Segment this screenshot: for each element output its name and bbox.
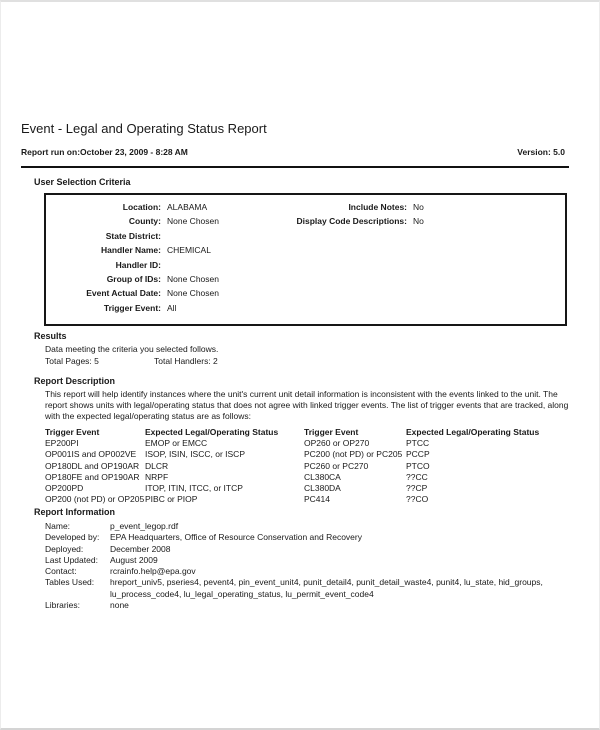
table-cell: CL380CA — [304, 471, 341, 482]
field-value: CHEMICAL — [167, 245, 211, 256]
table-cell: CL380DA — [304, 483, 341, 494]
report-information-heading: Report Information — [34, 507, 115, 517]
field-label: Deployed: — [45, 543, 84, 554]
total-pages: Total Pages: 5 — [45, 356, 99, 366]
info-row-libraries — [45, 600, 567, 611]
criteria-heading: User Selection Criteria — [34, 177, 131, 187]
field-value: none — [110, 600, 129, 611]
column-header: Expected Legal/Operating Status — [406, 427, 540, 437]
column-header: Trigger Event — [304, 427, 359, 437]
field-value: December 2008 — [110, 543, 171, 554]
criteria-row-state-district — [46, 229, 376, 243]
trigger-event-table — [45, 427, 567, 505]
field-label: Trigger Event: — [103, 302, 161, 313]
table-cell: PTCC — [406, 438, 430, 449]
info-row-developed-by — [45, 532, 567, 543]
table-cell: PC414 — [304, 494, 330, 505]
field-label: Handler ID: — [115, 259, 161, 270]
description-paragraph: This report will help identify instances where the unit's current unit detail information is inconsistent with the events linked to the unit. The report shows units with legal/operating status that does not agree with linked trigger events. The list of trigger events that are tracked, along with the expected legal/operating status are as follows: — [45, 389, 569, 421]
table-cell: OP180FE and OP190AR — [45, 471, 140, 482]
column-header: Trigger Event — [45, 427, 100, 437]
field-value: ALABAMA — [167, 202, 208, 212]
field-value: hreport_univ5, pseries4, pevent4, pin_event_unit4, punit_detail4, punit_detail_waste4, punit4, lu_state, hid_groups, lu_process_code4, lu_legal_operating_status, lu_permit_event_code4 — [110, 577, 543, 599]
table-cell: DLCR — [145, 460, 169, 471]
table-cell: PTCO — [406, 460, 430, 471]
field-label: Include Notes: — [348, 202, 407, 212]
criteria-row-handler-id — [46, 258, 376, 272]
results-totals — [45, 356, 218, 366]
criteria-row-group-of-ids — [46, 272, 376, 286]
results-summary: Data meeting the criteria you selected follows. — [45, 344, 219, 354]
info-row-last-updated — [45, 555, 567, 566]
table-cell: OP260 or OP270 — [304, 438, 370, 449]
criteria-row-display-code-descriptions — [196, 214, 566, 228]
total-handlers: Total Handlers: 2 — [154, 356, 218, 366]
header-divider — [21, 166, 569, 168]
table-cell: PC200 (not PD) or PC205 — [304, 449, 403, 460]
field-label: Location: — [122, 202, 161, 212]
field-label: Last Updated: — [45, 554, 98, 565]
table-cell: NRPF — [145, 471, 169, 482]
table-cell: OP180DL and OP190AR — [45, 460, 140, 471]
criteria-row-include-notes — [196, 200, 566, 214]
report-version: Version: 5.0 — [517, 147, 565, 157]
field-value: No — [413, 216, 424, 227]
field-value: rcrainfo.help@epa.gov — [110, 566, 196, 577]
table-cell: ??CO — [406, 494, 429, 505]
field-label: Handler Name: — [101, 245, 161, 256]
info-row-deployed — [45, 544, 567, 555]
field-label: State District: — [105, 230, 161, 241]
field-value: All — [167, 302, 177, 313]
table-cell: OP001IS and OP002VE — [45, 449, 137, 460]
field-label: County: — [128, 216, 161, 227]
field-value: August 2009 — [110, 554, 158, 565]
page-title: Event - Legal and Operating Status Report — [21, 121, 267, 136]
field-label: Tables Used: — [45, 577, 95, 588]
field-value: p_event_legop.rdf — [110, 521, 179, 531]
field-value: None Chosen — [167, 216, 219, 227]
table-cell: ISOP, ISIN, ISCC, or ISCP — [145, 449, 245, 460]
field-value: None Chosen — [167, 288, 219, 299]
results-heading: Results — [34, 331, 67, 341]
description-heading: Report Description — [34, 376, 116, 386]
criteria-right-column — [196, 200, 566, 229]
table-cell: OP200 (not PD) or OP205 — [45, 494, 145, 505]
criteria-row-handler-name — [46, 243, 376, 257]
table-cell: ITOP, ITIN, ITCC, or ITCP — [145, 483, 243, 494]
field-value: No — [413, 202, 424, 212]
field-label: Event Actual Date: — [86, 288, 161, 299]
field-label: Display Code Descriptions: — [296, 216, 407, 227]
field-value: None Chosen — [167, 274, 219, 285]
table-cell: ??CC — [406, 471, 428, 482]
criteria-row-trigger-event — [46, 301, 376, 315]
info-row-contact — [45, 566, 567, 577]
table-cell: EP200PI — [45, 438, 79, 449]
field-value: EPA Headquarters, Office of Resource Conservation and Recovery — [110, 532, 362, 543]
report-run-line — [21, 147, 565, 157]
column-header: Expected Legal/Operating Status — [145, 427, 279, 437]
report-run-timestamp: Report run on:October 23, 2009 - 8:28 AM — [21, 147, 188, 157]
table-cell: PC260 or PC270 — [304, 460, 369, 471]
table-cell: OP200PD — [45, 483, 84, 494]
criteria-box — [44, 193, 567, 326]
table-cell: EMOP or EMCC — [145, 438, 208, 449]
field-label: Name: — [45, 521, 71, 531]
criteria-row-event-actual-date — [46, 286, 376, 300]
field-label: Contact: — [45, 566, 77, 577]
table-cell: PCCP — [406, 449, 430, 460]
field-label: Libraries: — [45, 600, 80, 611]
table-cell: PIBC or PIOP — [145, 494, 198, 505]
table-cell: ??CP — [406, 483, 428, 494]
info-row-name — [45, 521, 567, 532]
field-label: Group of IDs: — [106, 274, 161, 285]
field-label: Developed by: — [45, 532, 100, 543]
info-row-tables-used — [45, 577, 567, 600]
report-information-list — [45, 521, 567, 611]
